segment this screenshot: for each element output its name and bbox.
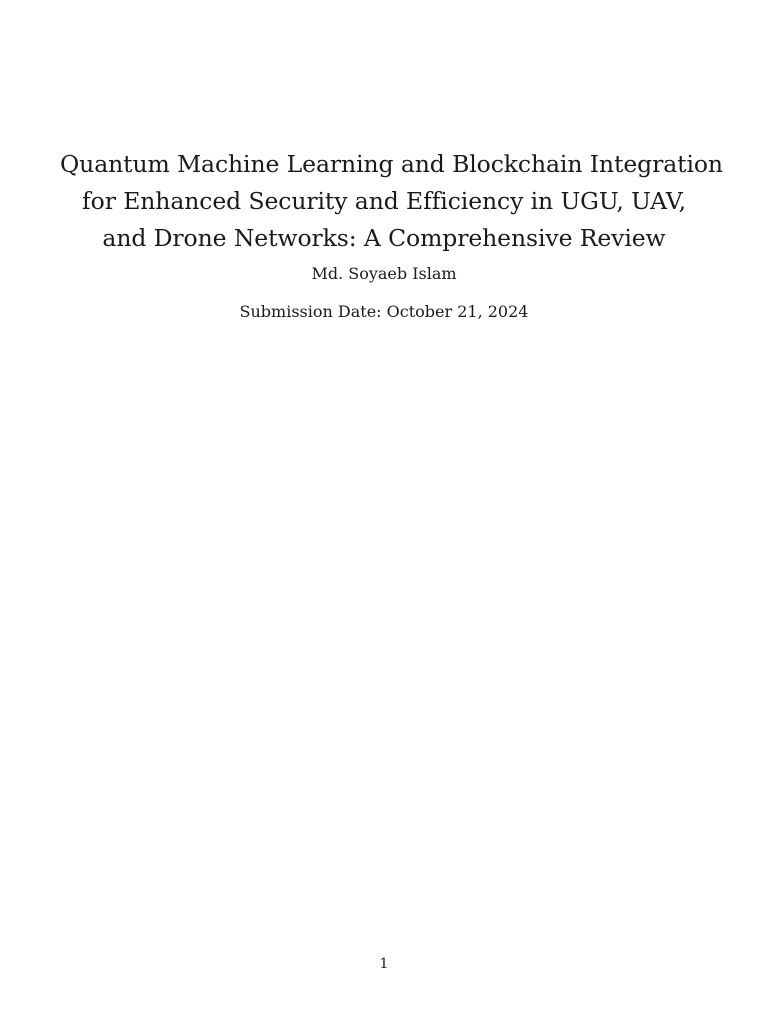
paper-title	[60, 146, 723, 257]
submission-date: Submission Date: October 21, 2024	[239, 302, 529, 321]
title-line-2: for Enhanced Security and Efficiency in UGU, UAV,	[82, 187, 686, 215]
title-line-1: Quantum Machine Learning and Blockchain Integration	[60, 150, 723, 178]
page-number: 1	[379, 956, 389, 972]
title-line-3: and Drone Networks: A Comprehensive Review	[102, 224, 666, 252]
author-name: Md. Soyaeb Islam	[311, 264, 457, 283]
